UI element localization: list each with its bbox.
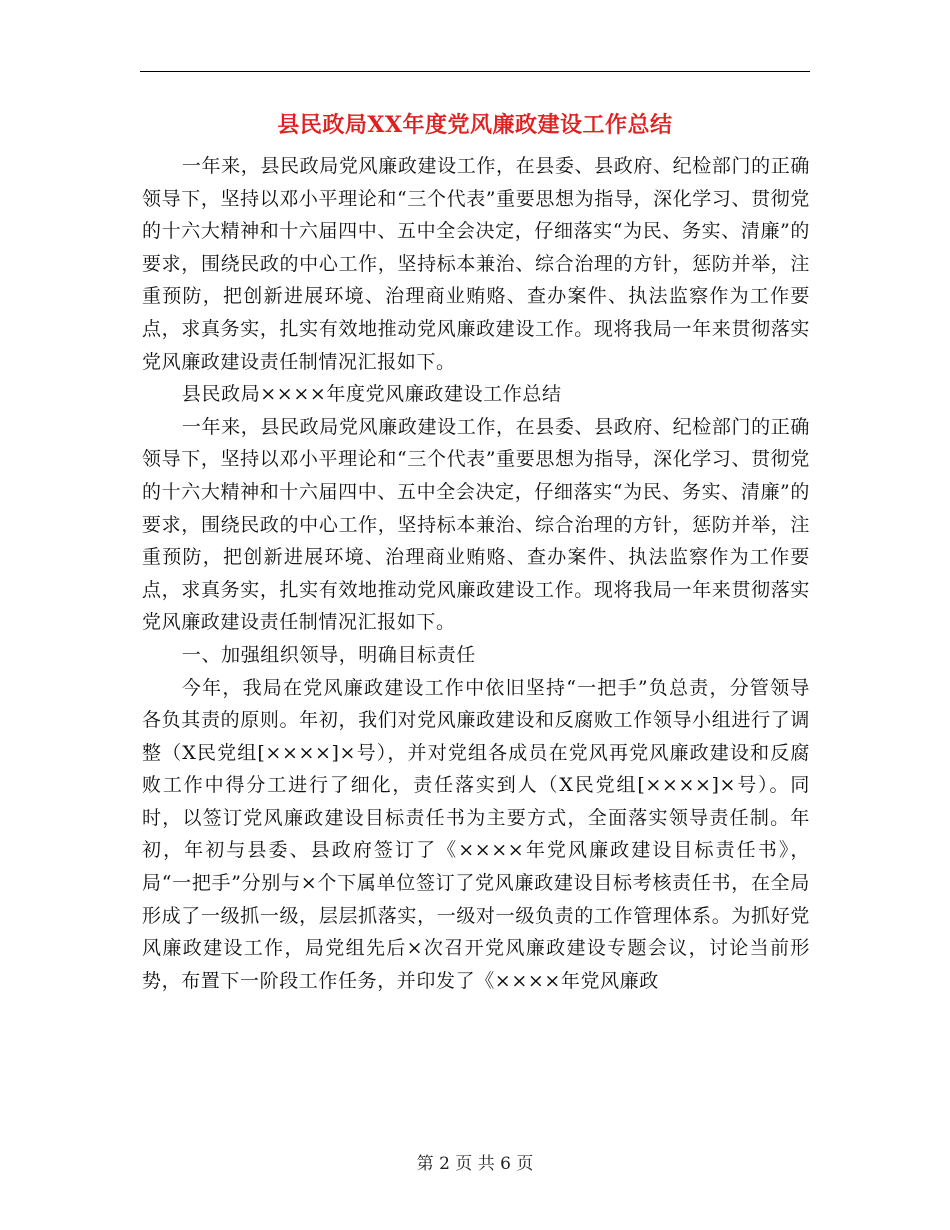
header-rule bbox=[140, 71, 810, 72]
paragraph-intro-repeat: 一年来，县民政局党风廉政建设工作，在县委、县政府、纪检部门的正确领导下，坚持以邓小平理论和“三个代表”重要思想为指导，深化学习、贯彻党的十六大精神和十六届四中、五中全会决定，仔细落实“为民、务实、清廉”的要求，围绕民政的中心工作，坚持标本兼治、综合治理的方针，惩防并举，注重预防，把创新进展环境、治理商业贿赂、查办案件、执法监察作为工作要点，求真务实，扎实有效地推动党风廉政建设工作。现将我局一年来贯彻落实党风廉政建设责任制情况汇报如下。 bbox=[142, 415, 810, 634]
paragraph-intro: 一年来，县民政局党风廉政建设工作，在县委、县政府、纪检部门的正确领导下，坚持以邓小平理论和“三个代表”重要思想为指导，深化学习、贯彻党的十六大精神和十六届四中、五中全会决定，仔细落实“为民、务实、清廉”的要求，围绕民政的中心工作，坚持标本兼治、综合治理的方针，惩防并举，注重预防，把创新进展环境、治理商业贿赂、查办案件、执法监察作为工作要点，求真务实，扎实有效地推动党风廉政建设工作。现将我局一年来贯彻落实党风廉政建设责任制情况汇报如下。 bbox=[142, 155, 810, 373]
page-number-footer: 第 2 页 共 6 页 bbox=[416, 1154, 534, 1174]
paragraph-section-1: 今年，我局在党风廉政建设工作中依旧坚持“一把手”负总责，分管领导各负其责的原则。年初，我们对党风廉政建设和反腐败工作领导小组进行了调整（X民党组[××××]×号），并对党组各成员在党风再党风廉政建设和反腐败工作中得分工进行了细化，责任落实到人（X民党组[××××]×号）。同时，以签订党风廉政建设目标责任书为主要方式，全面落实领导责任制。年初，年初与县委、县政府签订了《××××年党风廉政建设目标责任书》，局“一把手”分别与×个下属单位签订了党风廉政建设目标考核责任书，在全局形成了一级抓一级，层层抓落实，一级对一级负责的工作管理体系。为抓好党风廉政建设工作，局党组先后×次召开党风廉政建设专题会议，讨论当前形势，布置下一阶段工作任务，并印发了《××××年党风廉政 bbox=[142, 676, 810, 992]
document-body bbox=[142, 150, 810, 997]
document-title: 县民政局XX年度党风廉政建设工作总结 bbox=[277, 112, 673, 138]
paragraph-repeated-title: 县民政局××××年度党风廉政建设工作总结 bbox=[181, 383, 562, 406]
section-heading-1: 一、加强组织领导，明确目标责任 bbox=[181, 643, 476, 666]
